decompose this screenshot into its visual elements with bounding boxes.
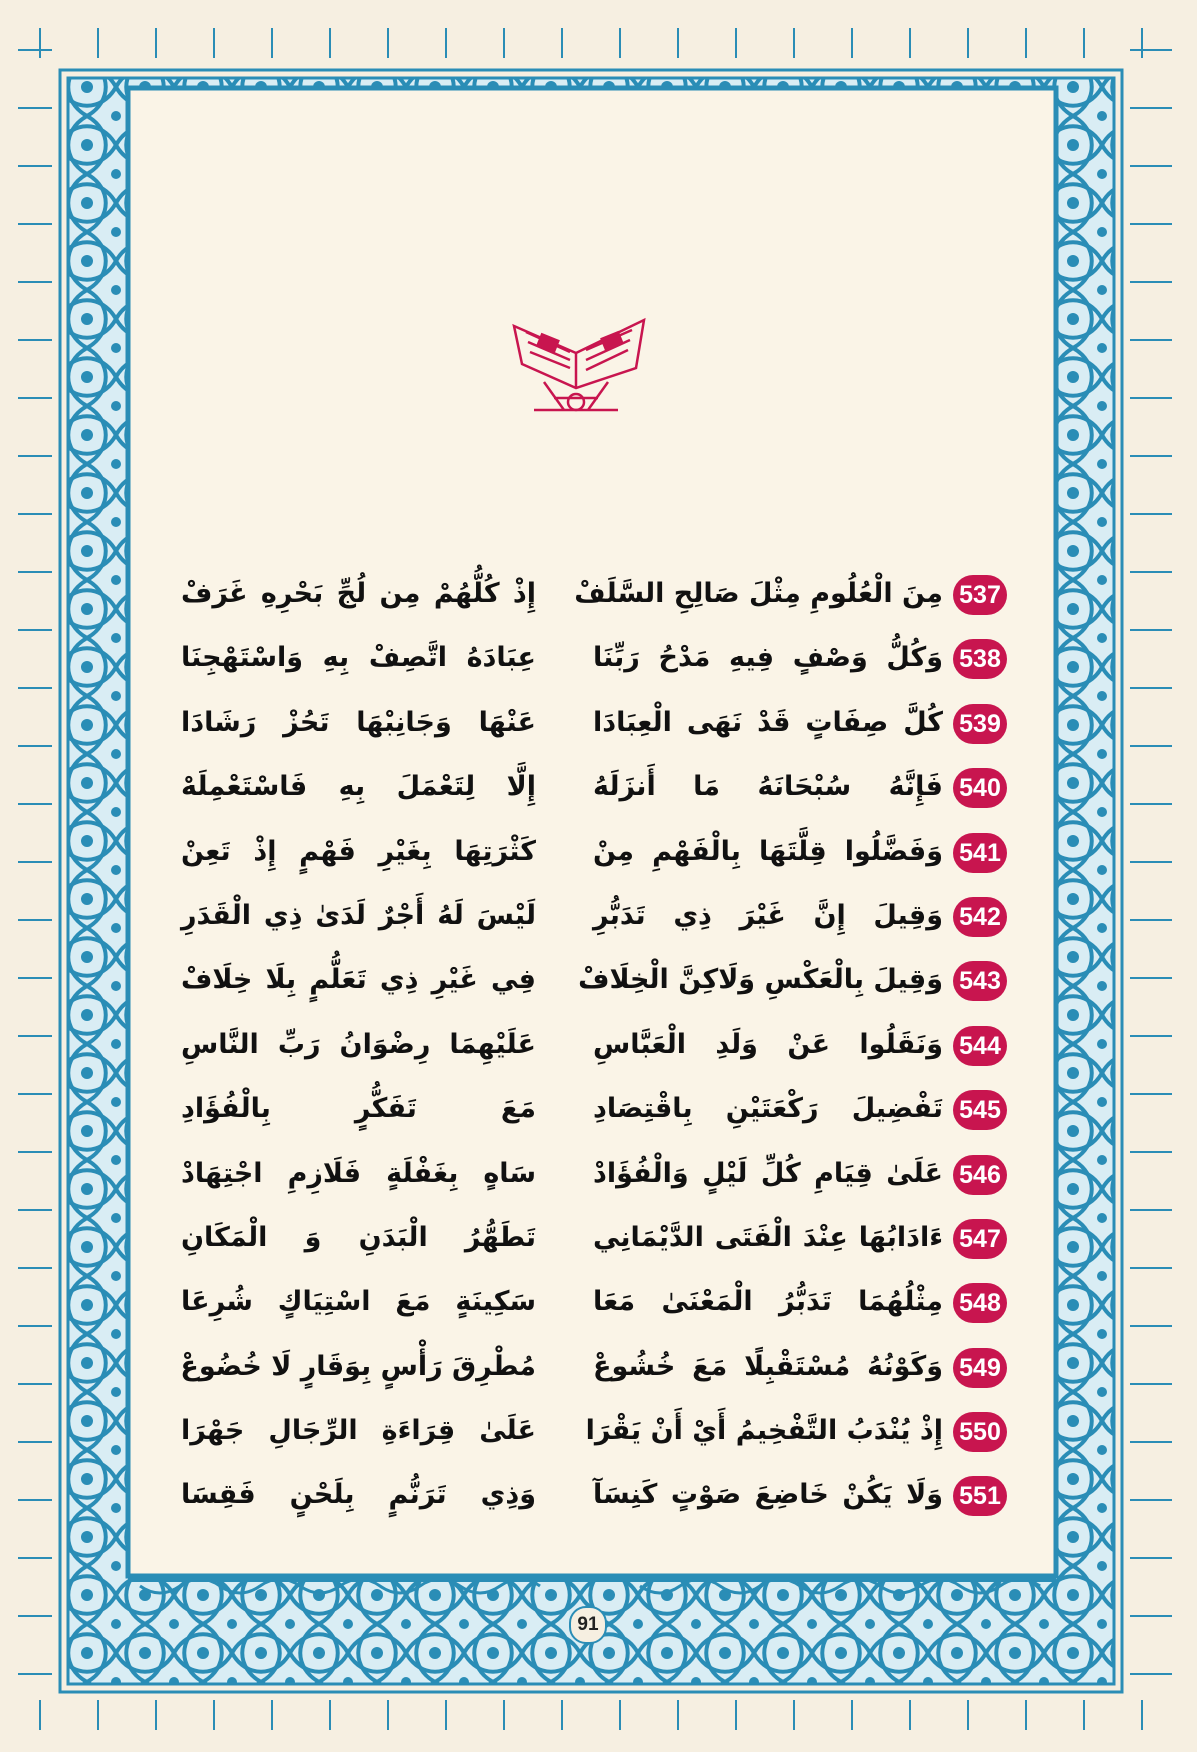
second-hemistich: عَلَيْهِمَا رِضْوَانُ رَبِّ النَّاسِ <box>181 1028 536 1060</box>
second-hemistich: سَكِينَةٍ مَعَ اسْتِيَاكٍ شُرِعَا <box>181 1286 536 1318</box>
second-hemistich: عَلَىٰ قِرَاءَةِ الرِّجَالِ جَهْرَا <box>181 1415 536 1447</box>
verse-line <box>142 1341 1007 1405</box>
verse-line <box>142 1212 1007 1276</box>
second-hemistich: عَنْهَا وَجَانِبْهَا تَحُزْ رَشَادَا <box>181 706 536 738</box>
first-hemistich: إِذْ يُنْدَبُ التَّفْخِيمُ أَيْ أَنْ يَقْرَا <box>585 1415 943 1447</box>
verse-number-badge: 549 <box>953 1348 1007 1388</box>
second-hemistich: سَاهٍ بِغَفْلَةٍ فَلَازِمِ اجْتِهَادْ <box>181 1157 536 1189</box>
verse-number-badge: 538 <box>953 639 1007 679</box>
verse-line <box>142 697 1007 761</box>
first-hemistich: وَكُلُّ وَصْفٍ فِيهِ مَدْحُ رَبِّنَا <box>593 642 943 674</box>
first-hemistich: مِثْلُهُمَا تَدَبُّرُ الْمَعْنَىٰ مَعَا <box>593 1286 943 1318</box>
verse-line <box>142 1469 1007 1533</box>
verse-number-badge: 544 <box>953 1026 1007 1066</box>
first-hemistich: وَنَقَلُوا عَنْ وَلَدِ الْعَبَّاسِ <box>593 1028 943 1060</box>
first-hemistich: مِنَ الْعُلُومِ مِثْلَ صَالِحِ السَّلَفْ <box>574 578 943 609</box>
verse-line <box>142 1083 1007 1147</box>
verse-number-badge: 550 <box>953 1412 1007 1452</box>
verse-number-badge: 537 <box>953 575 1007 615</box>
verse-list <box>142 568 1007 1534</box>
second-hemistich: إِذْ كُلُّهُمْ مِن لُجِّ بَحْرِهِ غَرَفْ <box>181 578 536 609</box>
second-hemistich: مَعَ تَفَكُّرٍ بِالْفُؤَادِ <box>181 1093 536 1125</box>
first-hemistich: تَفْضِيلَ رَكْعَتَيْنِ بِاقْتِصَادِ <box>593 1093 943 1125</box>
first-hemistich: وَقِيلَ إِنَّ غَيْرَ ذِي تَدَبُّرِ <box>593 899 943 931</box>
second-hemistich: وَذِي تَرَنُّمٍ بِلَحْنٍ فَقِسَا <box>181 1479 536 1511</box>
first-hemistich: وَكَوْنُهُ مُسْتَقْبِلًا مَعَ خُشُوعْ <box>593 1350 943 1382</box>
verse-number-badge: 548 <box>953 1283 1007 1323</box>
first-hemistich: وَقِيلَ بِالْعَكْسِ وَلَاكِنَّ الْخِلَافْ <box>578 964 943 996</box>
second-hemistich: لَيْسَ لَهُ أَجْرٌ لَدَىٰ ذِي الْقَدَرِ <box>181 899 536 931</box>
page-number: 91 <box>569 1606 607 1644</box>
second-hemistich: عِبَادَهُ اتَّصِفْ بِهِ وَاسْتَهْجِنَا <box>181 642 536 674</box>
verse-line <box>142 632 1007 696</box>
verse-line <box>142 890 1007 954</box>
first-hemistich: عَلَىٰ قِيَامِ كُلِّ لَيْلٍ وَالْفُؤَادْ <box>593 1157 943 1189</box>
verse-line <box>142 1019 1007 1083</box>
verse-number-badge: 541 <box>953 833 1007 873</box>
verse-number-badge: 543 <box>953 961 1007 1001</box>
verse-number-badge: 540 <box>953 768 1007 808</box>
first-hemistich: ءَادَابُهَا عِنْدَ الْفَتَى الدَّيْمَانِي <box>593 1221 943 1253</box>
verse-number-badge: 551 <box>953 1476 1007 1516</box>
verse-line <box>142 761 1007 825</box>
second-hemistich: إِلَّا لِتَعْمَلَ بِهِ فَاسْتَعْمِلَهْ <box>181 771 536 803</box>
verse-number-badge: 542 <box>953 897 1007 937</box>
verse-number-badge: 546 <box>953 1155 1007 1195</box>
verse-line <box>142 568 1007 632</box>
verse-number-badge: 545 <box>953 1090 1007 1130</box>
verse-line <box>142 1405 1007 1469</box>
verse-line <box>142 826 1007 890</box>
second-hemistich: مُطْرِقَ رَأْسٍ بِوَقَارٍ لَا خُضُوعْ <box>180 1350 536 1382</box>
verse-number-badge: 539 <box>953 704 1007 744</box>
quran-on-stand-icon <box>504 298 658 420</box>
first-hemistich: فَإِنَّهُ سُبْحَانَهُ مَا أَنزَلَهُ <box>593 771 943 803</box>
first-hemistich: وَلَا يَكُنْ خَاضِعَ صَوْتٍ كَنِسَآ <box>593 1479 943 1511</box>
second-hemistich: فِي غَيْرِ ذِي تَعَلُّمٍ بِلَا خِلَافْ <box>181 964 536 996</box>
verse-line <box>142 1276 1007 1340</box>
second-hemistich: تَطَهُّرُ الْبَدَنِ وَ الْمَكَانِ <box>181 1221 536 1253</box>
first-hemistich: كُلَّ صِفَاتٍ قَدْ نَهَى الْعِبَادَا <box>593 706 943 738</box>
verse-line <box>142 1148 1007 1212</box>
first-hemistich: وَفَضَّلُوا قِلَّتَهَا بِالْفَهْمِ مِنْ <box>593 835 943 867</box>
verse-line <box>142 954 1007 1018</box>
second-hemistich: كَثْرَتِهَا بِغَيْرِ فَهْمٍ إِذْ تَعِنْ <box>181 835 536 867</box>
verse-number-badge: 547 <box>953 1219 1007 1259</box>
